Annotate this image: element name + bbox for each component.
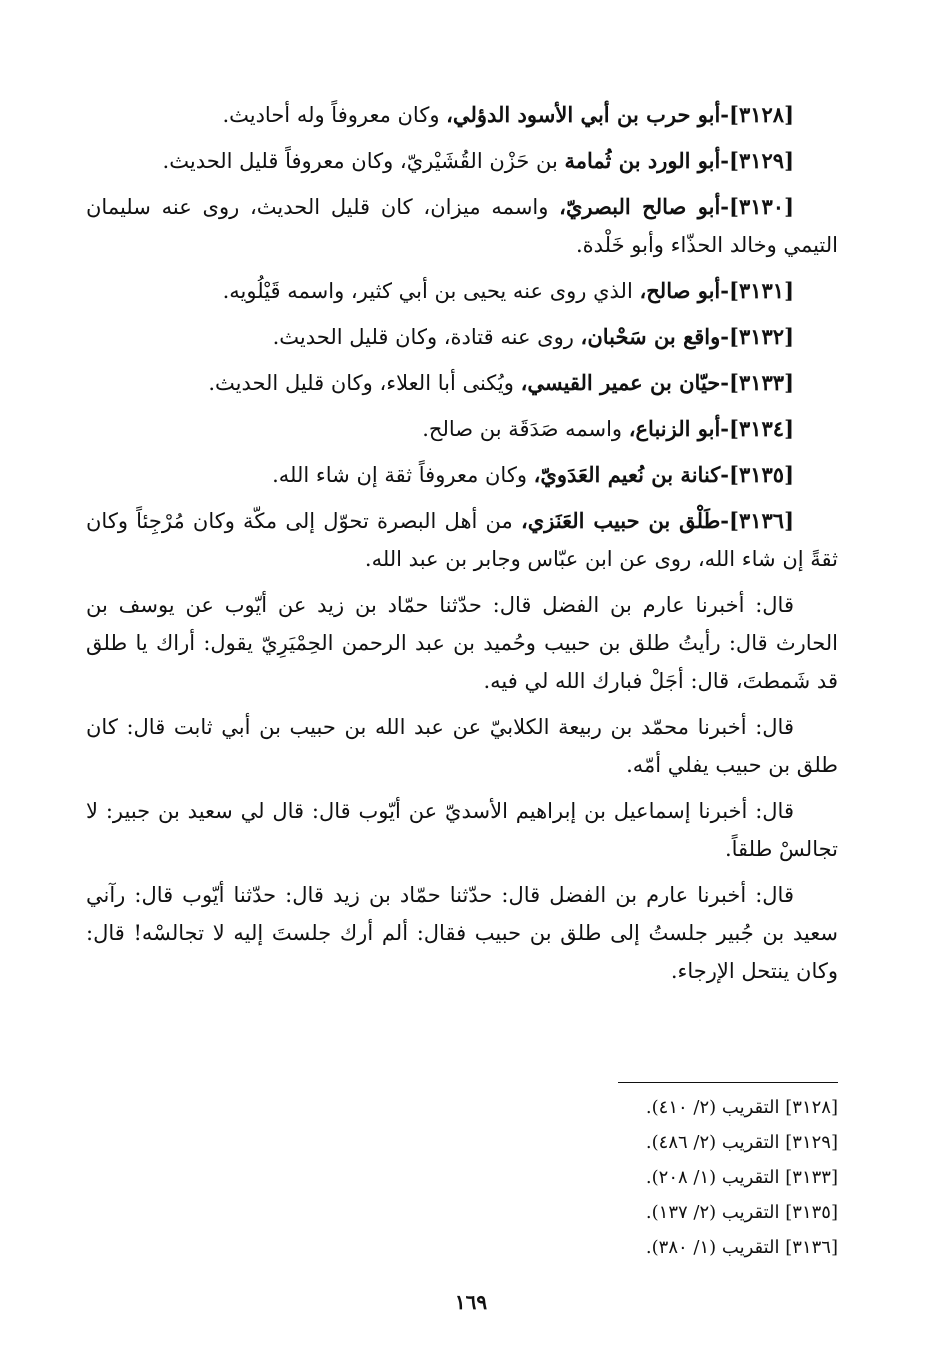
main-text: [86, 96, 838, 998]
entry-3134: [86, 410, 838, 448]
entry-text: وكان معروفاً ثقة إن شاء الله.: [272, 463, 534, 487]
entry-name: أبو الزنباع،: [628, 416, 721, 441]
entry-text: واسمه ميزان، كان قليل الحديث، روى عنه سليمان التيمي وخالد الحذّاء وأبو خَلْدة.: [86, 195, 838, 257]
entry-number: [٣١٣٢]-: [720, 324, 794, 349]
entry-number: [٣١٢٨]-: [720, 102, 794, 127]
entry-text: من أهل البصرة تحوّل إلى مكّة وكان مُرْجِئاً وكان ثقةً إن شاء الله، روى عن ابن عبّاس وجابر بن عبد الله.: [86, 509, 838, 571]
footnote-3136: [٣١٣٦] التقريب (١/ ٣٨٠).: [645, 1237, 838, 1258]
footnote-3135: [٣١٣٥] التقريب (٢/ ١٣٧).: [645, 1202, 838, 1223]
report-paragraph-1: قال: أخبرنا عارم بن الفضل قال: حدّثنا حمّاد بن زيد عن أيّوب عن يوسف بن الحارث قال: رأيتُ طلق بن حبيب وحُميد بن عبد الرحمن الحِمْيَرِيّ يقول: أراك يا طلق قد شَمطتَ، قال: أجَلْ فبارك الله لي فيه.: [86, 593, 838, 693]
entry-number: [٣١٣٥]-: [720, 462, 794, 487]
footnote-3129: [٣١٢٩] التقريب (٢/ ٤٨٦).: [645, 1132, 838, 1153]
entry-number: [٣١٢٩]-: [720, 148, 794, 173]
entry-3135: [86, 456, 838, 494]
entry-name: أبو صالح،: [639, 278, 721, 303]
report-paragraph-2: قال: أخبرنا محمّد بن ربيعة الكلابيّ عن عبد الله بن حبيب بن أبي ثابت قال: كان طلق بن حبيب يفلي أمّه.: [86, 715, 838, 777]
report-paragraph-3: قال: أخبرنا إسماعيل بن إبراهيم الأسديّ عن أيّوب قال: قال لي سعيد بن جبير: لا تجالسْ طلقاً.: [86, 799, 838, 861]
report-paragraph-4: قال: أخبرنا عارم بن الفضل قال: حدّثنا حمّاد بن زيد قال: حدّثنا أيّوب قال: رآني سعيد بن جُبير جلستُ إلى طلق بن حبيب فقال: ألم أرك جلستَ إليه لا تجالسْه! قال: وكان ينتحل الإرجاء.: [86, 883, 838, 983]
entry-name: طَلْق بن حبيب العَنَزي،: [521, 508, 721, 533]
entry-3130: [86, 188, 838, 264]
entry-name: كنانة بن نُعيم العَدَويّ،: [533, 462, 721, 487]
entry-text: بن حَزْن القُشَيْريّ، وكان معروفاً قليل الحديث.: [162, 149, 565, 173]
entry-name: أبو حرب بن أبي الأسود الدؤلي،: [446, 102, 721, 127]
entry-3129: [86, 142, 838, 180]
entry-number: [٣١٣٤]-: [720, 416, 794, 441]
entry-name: حيّان بن عمير القيسي،: [520, 370, 721, 395]
footnote-3133: [٣١٣٣] التقريب (١/ ٢٠٨).: [645, 1167, 838, 1188]
entry-number: [٣١٣٦]-: [720, 508, 794, 533]
entry-text: ويُكنى أبا العلاء، وكان قليل الحديث.: [208, 371, 521, 395]
entry-text: واسمه صَدَقَة بن صالح.: [422, 417, 629, 441]
footnote-divider: [618, 1082, 838, 1083]
entry-text: وكان معروفاً وله أحاديث.: [222, 103, 447, 127]
entry-number: [٣١٣٣]-: [720, 370, 794, 395]
entry-3131: [86, 272, 838, 310]
entry-name: واقع بن سَحْبان،: [580, 324, 721, 349]
entry-text: روى عنه قتادة، وكان قليل الحديث.: [272, 325, 581, 349]
footnotes: [560, 1090, 838, 1265]
entry-3128: [86, 96, 838, 134]
entry-name: أبو صالح البصريّ،: [559, 194, 721, 219]
entry-number: [٣١٣١]-: [720, 278, 794, 303]
entry-3136: [86, 502, 838, 578]
page-number: ١٦٩: [454, 1290, 488, 1314]
entry-text: الذي روى عنه يحيى بن أبي كثير، واسمه قَيْلُويه.: [222, 279, 640, 303]
entry-name: أبو الورد بن ثُمامة: [564, 148, 721, 173]
entry-number: [٣١٣٠]-: [720, 194, 795, 219]
entry-3132: [86, 318, 838, 356]
entry-3133: [86, 364, 838, 402]
footnote-3128: [٣١٢٨] التقريب (٢/ ٤١٠).: [645, 1097, 838, 1118]
